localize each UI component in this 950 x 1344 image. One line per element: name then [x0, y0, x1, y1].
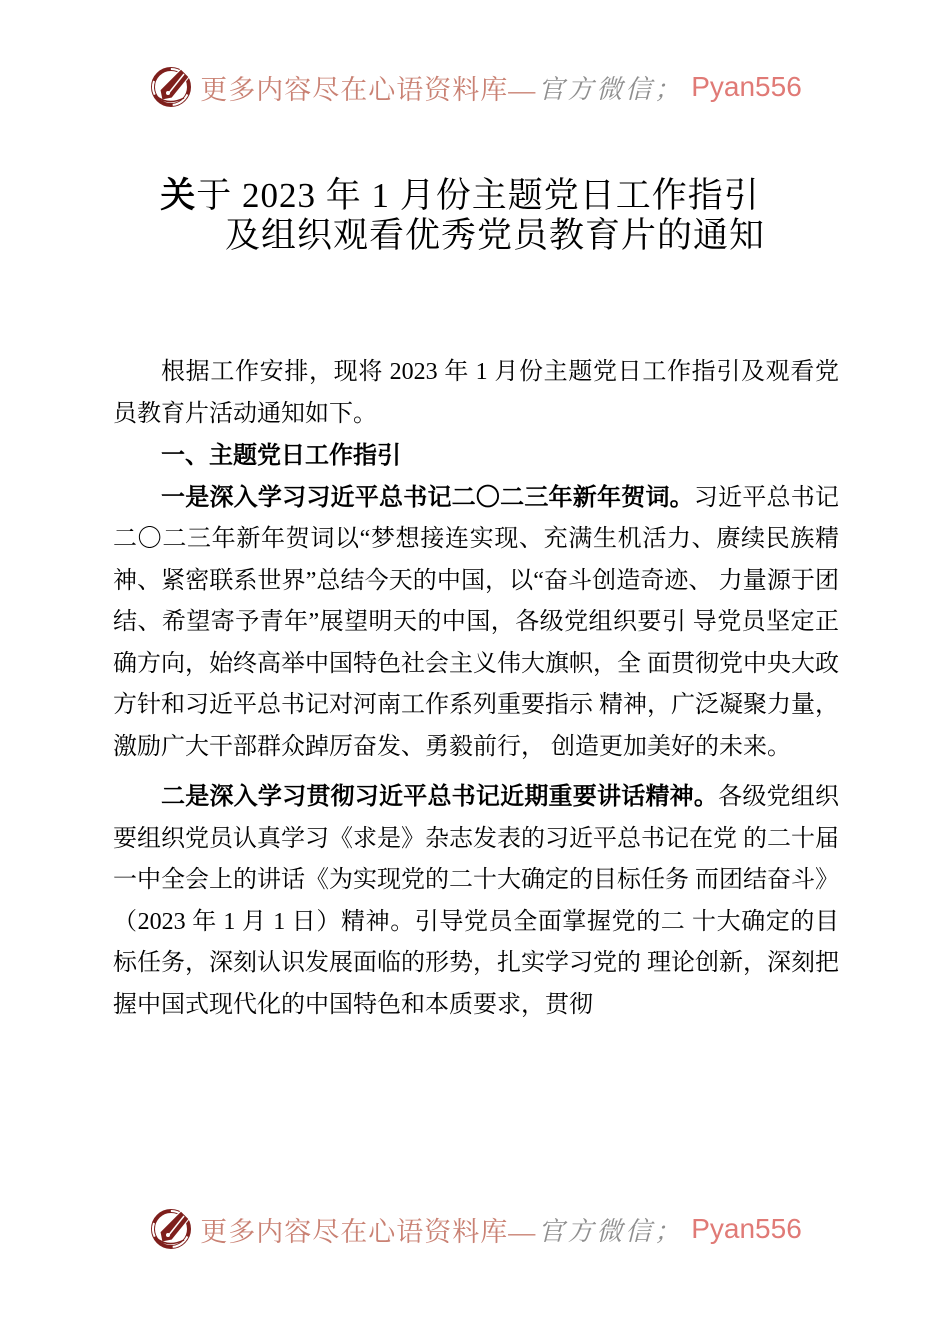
watermark-brand-text: 更多内容尽在心语资料库—	[200, 74, 537, 105]
watermark-wechat-id: Pyan556	[691, 1213, 802, 1244]
watermark-header	[0, 62, 950, 112]
item-2-lead: 二是深入学习贯彻习近平总书记近期重要讲话精神。	[161, 783, 719, 810]
pen-nib-circle-logo-icon	[148, 1204, 194, 1254]
watermark-footer	[0, 1204, 950, 1254]
item-1-paragraph	[113, 477, 839, 769]
intro-paragraph: 根据工作安排，现将 2023 年 1 月份主题党日工作指引及观看党员教育片活动通知如下。	[113, 359, 839, 427]
watermark-wechat-label: 官方微信；	[538, 1216, 684, 1247]
watermark-wechat-id: Pyan556	[691, 71, 802, 102]
item-2-paragraph	[113, 776, 839, 1026]
section-1-heading: 一、主题党日工作指引	[161, 442, 401, 469]
watermark-brand-text: 更多内容尽在心语资料库—	[200, 1216, 537, 1247]
item-1-lead: 一是深入学习习近平总书记二〇二三年新年贺词。	[161, 483, 694, 511]
watermark-wechat-label: 官方微信；	[538, 74, 684, 105]
title-line-1: 关于 2023 年 1 月份主题党日工作指引	[160, 176, 760, 215]
item-1-body: 习近平总书记二〇二三年新年贺词以“梦想接连实现、充满生机活力、赓续民族精神、紧密联系世界”总结今天的中国，以“奋斗创造奇迹、 力量源于团结、希望寄予青年”展望明天的中国，各级党组织要引 导党员坚定正确方向，始终高举中国特色社会主义伟大旗帜，全 面贯彻党中央大政方针和习近平总书记对河南工作系列重要指示 精神，广泛凝聚力量，激励广大干部群众踔厉奋发、勇毅前行， 创造更加美好的未来。	[113, 484, 840, 760]
title-line-2: 及组织观看优秀党员教育片的通知	[224, 216, 765, 255]
pen-nib-circle-logo-icon	[148, 62, 194, 112]
document-body	[113, 352, 839, 1026]
document-title	[0, 176, 950, 256]
item-2-body: 各级党组织要组织党员认真学习《求是》杂志发表的习近平总书记在党 的二十届一中全会上的讲话《为实现党的二十大确定的目标任务 而团结奋斗》（2023 年 1 月 1 日）精神。引导党员全面掌握党的二 十大确定的目标任务，深刻认识发展面临的形势，扎实学习党的 理论创新，深刻把握中国式现代化的中国特色和本质要求，贯彻	[113, 784, 839, 1018]
